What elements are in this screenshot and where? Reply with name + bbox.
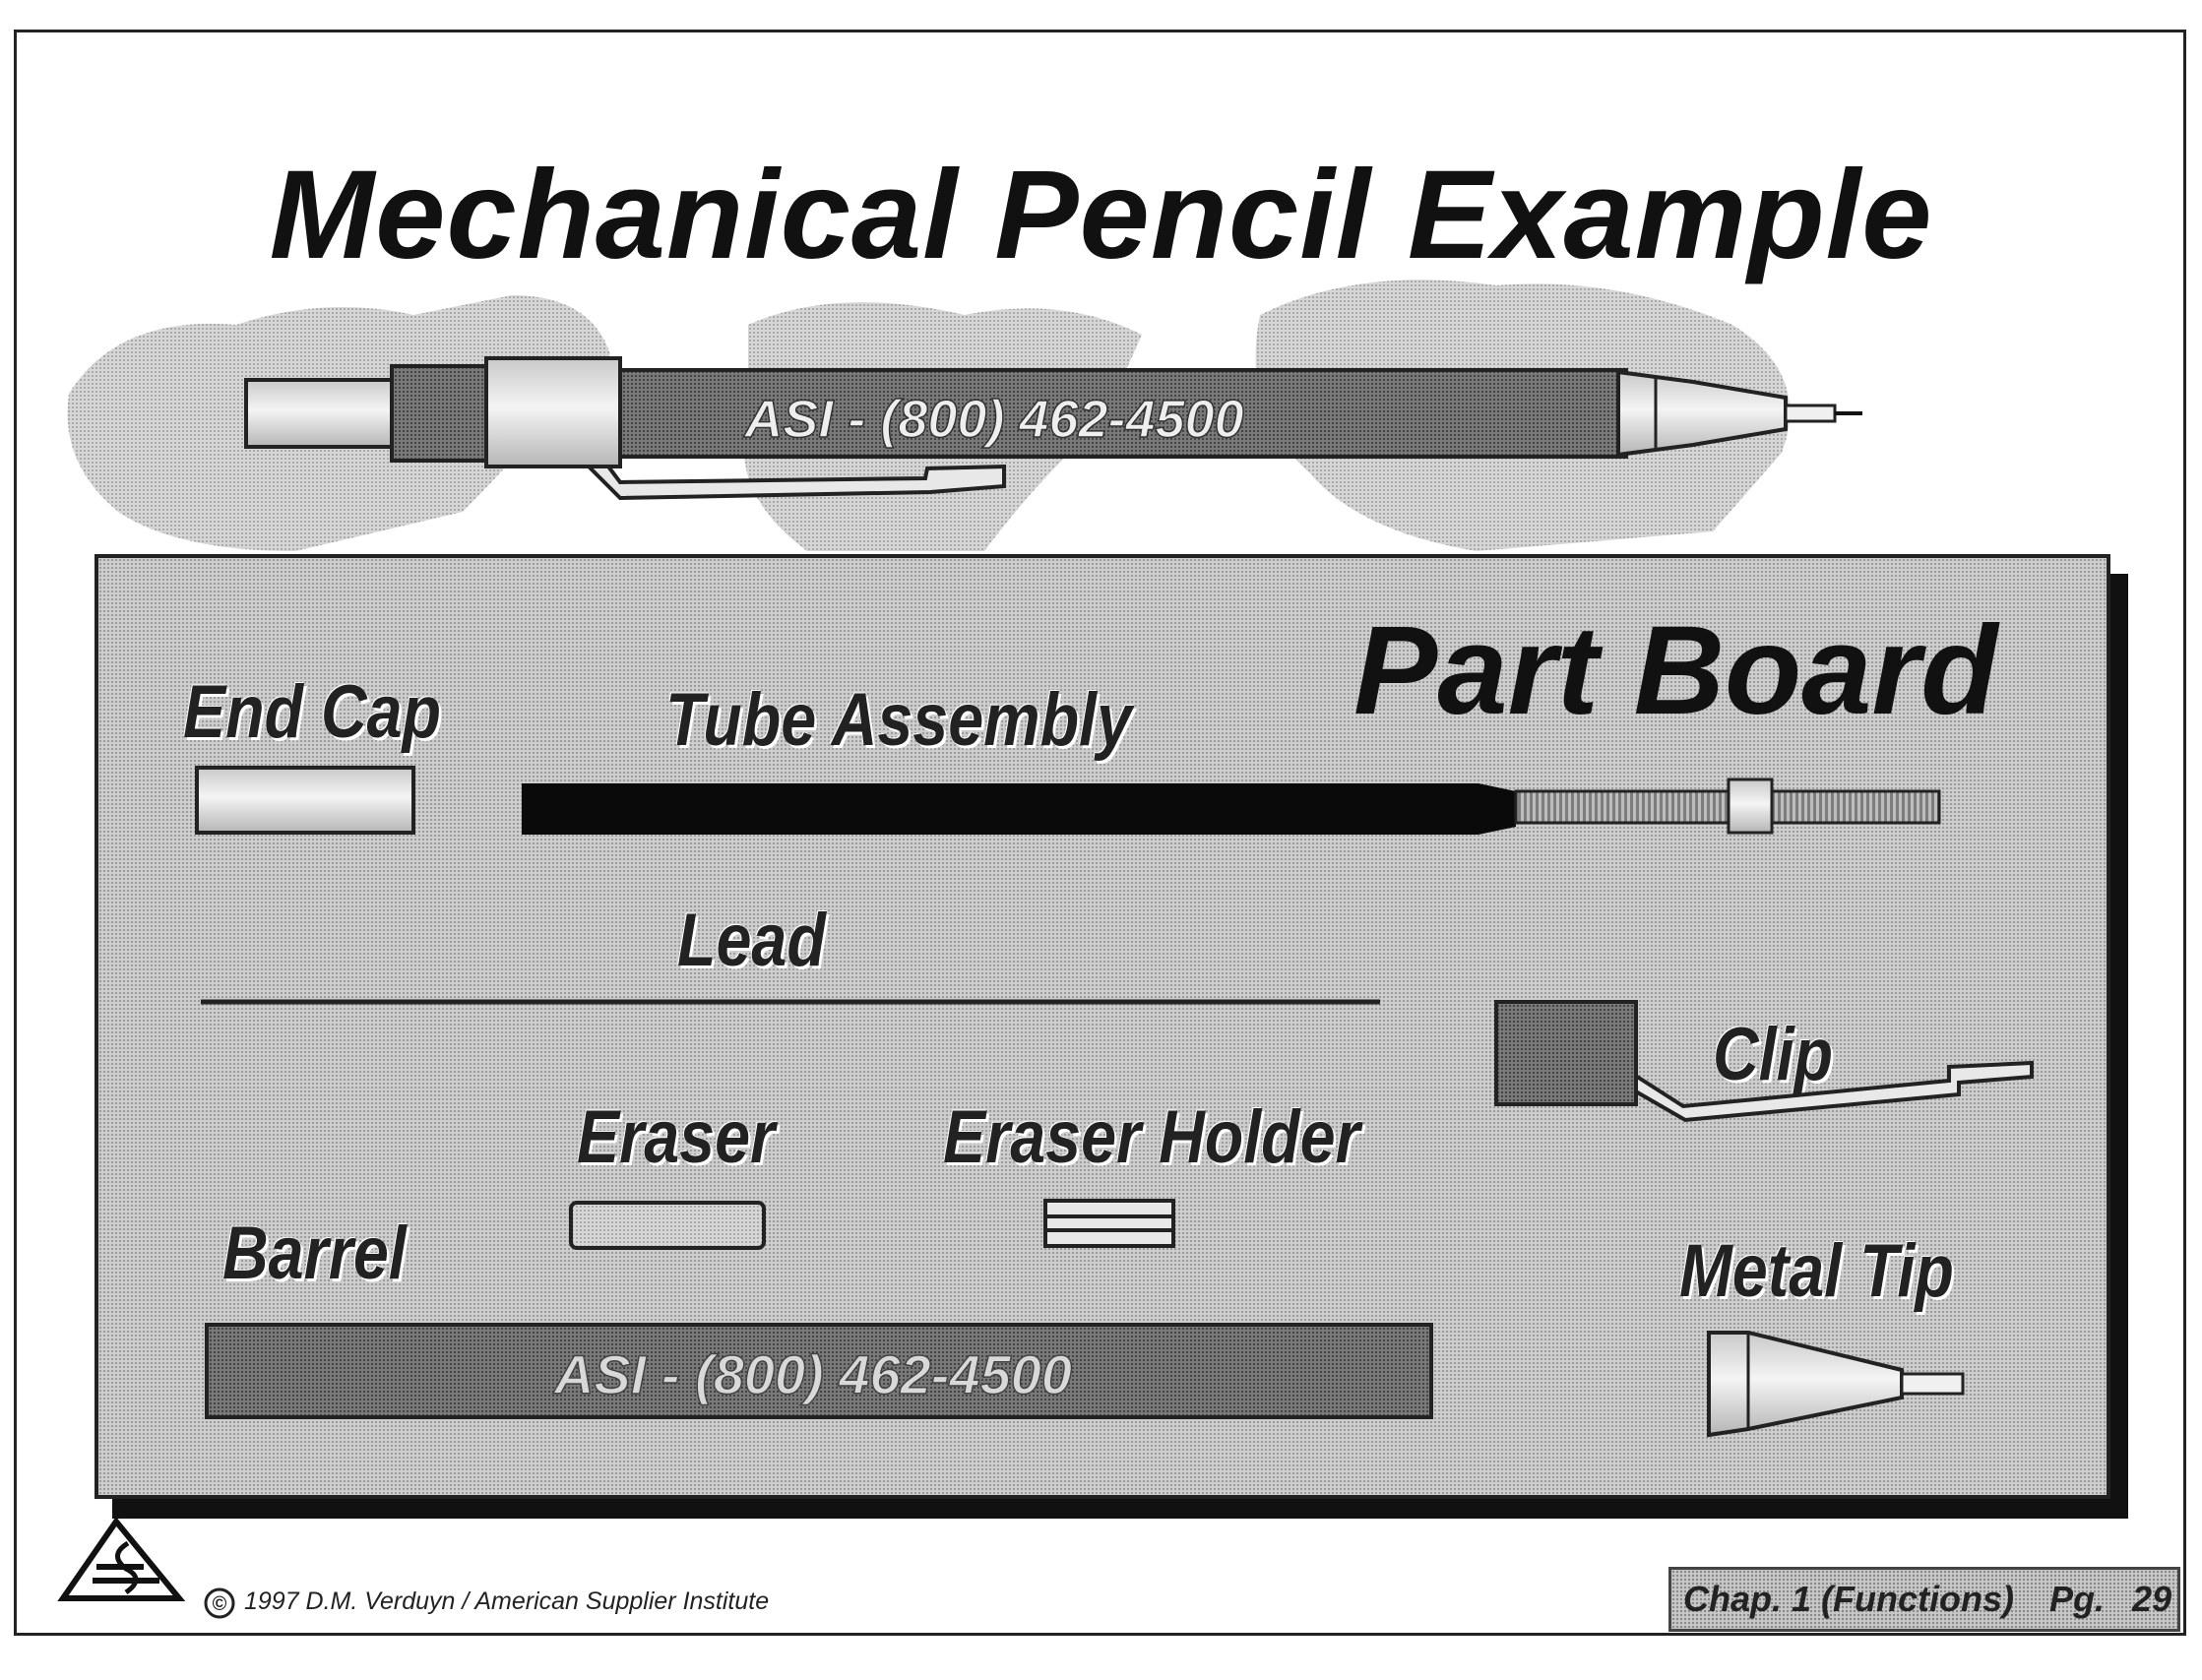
part-end-cap	[197, 768, 413, 833]
part-metal-tip-sleeve	[1902, 1374, 1963, 1394]
label-end-cap: End Cap	[183, 670, 441, 754]
part-clip-ring	[1496, 1002, 1636, 1104]
asi-logo	[57, 1516, 185, 1604]
label-clip: Clip	[1713, 1013, 1834, 1096]
copyright-icon	[202, 1586, 237, 1621]
part-tube	[522, 783, 1478, 835]
part-board-title: Part Board	[1353, 600, 1998, 741]
part-tube-collar	[1729, 779, 1772, 833]
label-barrel: Barrel	[222, 1212, 407, 1295]
slide-title: Mechanical Pencil Example	[269, 145, 1933, 285]
part-eraser-holder	[1045, 1201, 1173, 1246]
part-tube-taper	[1478, 783, 1516, 835]
pencil-barrel-text: ASI - (800) 462-4500	[744, 390, 1244, 449]
label-lead: Lead	[677, 899, 826, 982]
copyright-symbol: ©	[212, 1593, 227, 1615]
part-clip-arm	[1634, 1063, 2032, 1120]
label-tube-assembly: Tube Assembly	[665, 678, 1132, 762]
label-eraser-holder: Eraser Holder	[943, 1095, 1360, 1179]
chapter-page-box	[1668, 1567, 2180, 1632]
part-metal-tip	[1709, 1333, 1902, 1435]
label-metal-tip: Metal Tip	[1679, 1229, 1954, 1313]
part-barrel-text: ASI - (800) 462-4500	[553, 1343, 1073, 1405]
part-eraser	[571, 1203, 764, 1248]
chapter-label: Chap. 1 (Functions)	[1683, 1579, 2014, 1619]
page-number: 29	[2132, 1579, 2172, 1619]
label-eraser: Eraser	[577, 1095, 776, 1179]
page-label: Pg.	[2049, 1579, 2106, 1619]
copyright-text: 1997 D.M. Verduyn / American Supplier Institute	[244, 1587, 770, 1615]
